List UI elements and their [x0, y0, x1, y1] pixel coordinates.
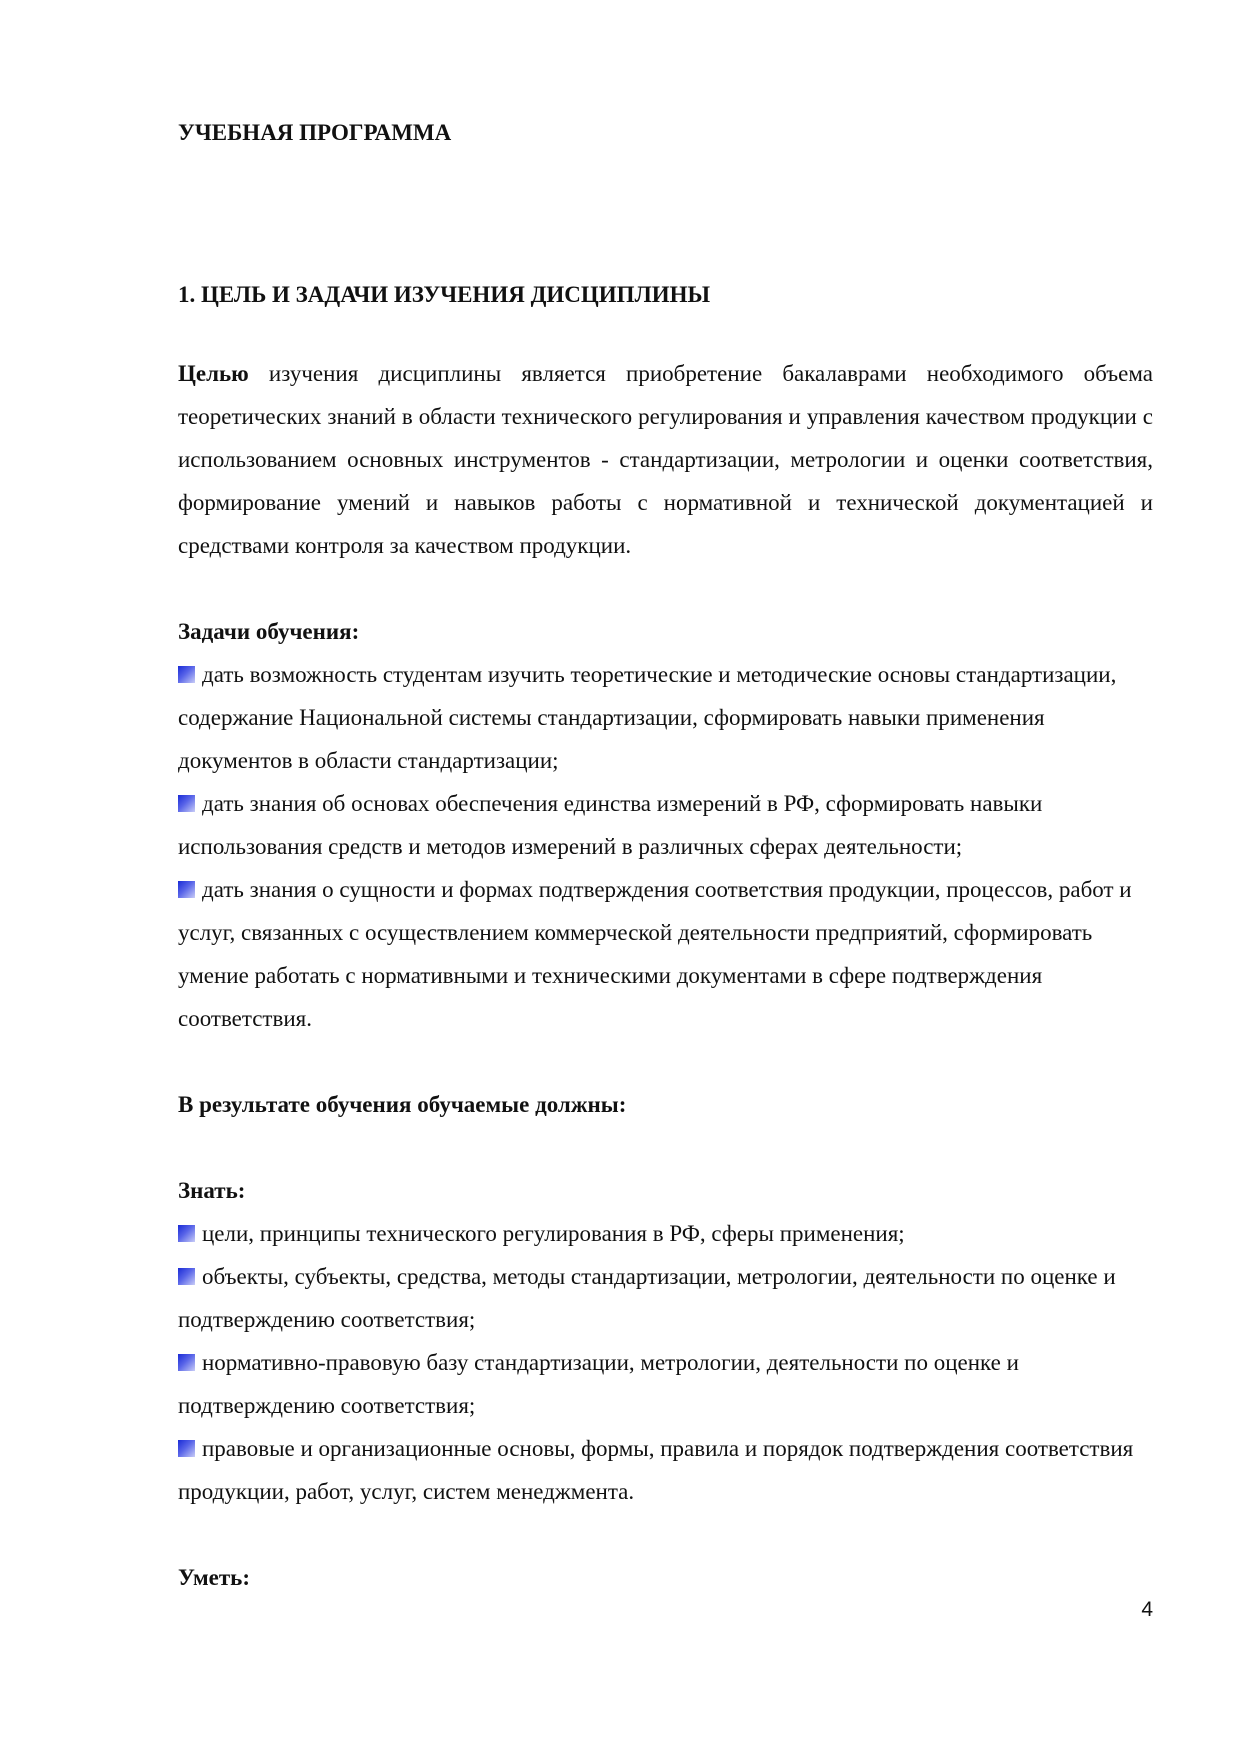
intro-paragraph — [178, 352, 1153, 567]
tasks-heading: Задачи обучения: — [178, 619, 360, 644]
list-item-text: объекты, субъекты, средства, методы стандартизации, метрологии, деятельности по оценке и подтверждению соответствия; — [178, 1264, 1116, 1332]
results-heading: В результате обучения обучаемые должны: — [178, 1092, 627, 1117]
square-bullet-icon — [178, 795, 195, 812]
list-item-text: дать знания о сущности и формах подтверждения соответствия продукции, процессов, работ и услуг, связанных с осуществлением коммерческой деятельности предприятий, сформировать умение работать с нормативными и техническими документами в сфере подтверждения соответствия. — [178, 877, 1132, 1031]
list-item — [178, 1341, 1153, 1427]
list-item-text: дать возможность студентам изучить теоретические и методические основы стандартизации, содержание Национальной системы стандартизации, сформировать навыки применения документов в области стандартизации; — [178, 662, 1117, 773]
list-item — [178, 868, 1153, 1040]
square-bullet-icon — [178, 881, 195, 898]
square-bullet-icon — [178, 666, 195, 683]
list-item-text: правовые и организационные основы, формы, правила и порядок подтверждения соответствия продукции, работ, услуг, систем менеджмента. — [178, 1436, 1134, 1504]
tasks-list — [178, 653, 1153, 1040]
list-item — [178, 1427, 1153, 1513]
list-item — [178, 1255, 1153, 1341]
document-title: УЧЕБНАЯ ПРОГРАММА — [178, 120, 452, 145]
square-bullet-icon — [178, 1268, 195, 1285]
square-bullet-icon — [178, 1225, 195, 1242]
list-item — [178, 653, 1153, 782]
section-heading: 1. ЦЕЛЬ И ЗАДАЧИ ИЗУЧЕНИЯ ДИСЦИПЛИНЫ — [178, 282, 711, 307]
square-bullet-icon — [178, 1440, 195, 1457]
document-page — [178, 118, 1153, 1599]
page-number: 4 — [1141, 1598, 1153, 1621]
list-item — [178, 1212, 1153, 1255]
list-item — [178, 782, 1153, 868]
know-heading: Знать: — [178, 1178, 246, 1203]
list-item-text: дать знания об основах обеспечения единства измерений в РФ, сформировать навыки использования средств и методов измерений в различных сферах деятельности; — [178, 791, 1043, 859]
can-heading: Уметь: — [178, 1565, 250, 1590]
square-bullet-icon — [178, 1354, 195, 1371]
list-item-text: нормативно-правовую базу стандартизации, метрологии, деятельности по оценке и подтверждению соответствия; — [178, 1350, 1019, 1418]
list-item-text: цели, принципы технического регулирования в РФ, сферы применения; — [202, 1221, 905, 1246]
intro-text: изучения дисциплины является приобретение бакалаврами необходимого объема теоретических знаний в области технического регулирования и управления качеством продукции с использованием основных инструментов - стандартизации, метрологии и оценки соответствия, формирование умений и навыков работы с нормативной и технической документацией и средствами контроля за качеством продукции. — [178, 361, 1153, 558]
intro-lead: Целью — [178, 361, 249, 386]
know-list — [178, 1212, 1153, 1513]
